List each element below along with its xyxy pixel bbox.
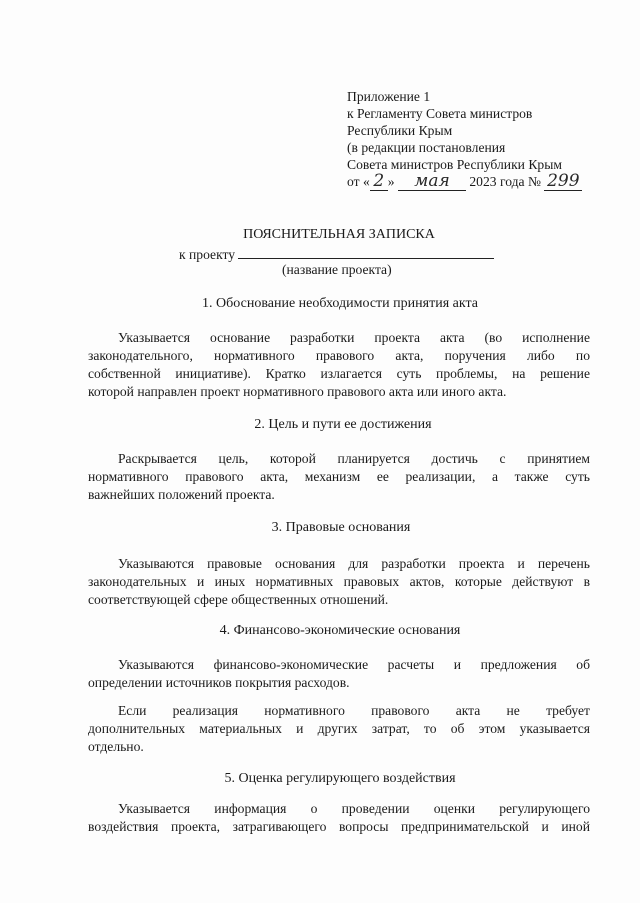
project-line xyxy=(179,246,494,263)
date-year: 2023 года № xyxy=(469,174,541,189)
section-paragraph xyxy=(88,329,590,401)
text-line: законодательного, нормативного правового акта, поручения либо по xyxy=(88,348,590,363)
date-day: 2 xyxy=(370,173,388,191)
header-line: Республики Крым xyxy=(347,123,453,138)
text-line: Указывается информация о проведении оценки регулирующего xyxy=(118,801,590,816)
text-line: важнейших положений проекта. xyxy=(88,487,275,502)
date-prefix: от « xyxy=(347,174,370,189)
section-heading: 4. Финансово-экономические основания xyxy=(219,623,461,638)
document-title: ПОЯСНИТЕЛЬНАЯ ЗАПИСКА xyxy=(243,227,435,242)
text-line: отдельно. xyxy=(88,739,144,754)
text-line: Раскрывается цель, которой планируется достичь с принятием xyxy=(118,451,590,466)
section-heading: 1. Обоснование необходимости принятия акта xyxy=(202,296,478,311)
section-paragraph xyxy=(88,555,590,609)
text-line: Указываются финансово-экономические расчеты и предложения об xyxy=(118,657,590,672)
text-line: соответствующей сфере общественных отношений. xyxy=(88,592,389,607)
project-name-blank xyxy=(238,246,494,259)
decree-number: 299 xyxy=(544,173,582,191)
section-paragraph xyxy=(88,450,590,504)
header-line: Совета министров Республики Крым xyxy=(347,157,562,172)
header-line: Приложение 1 xyxy=(347,89,431,104)
section-heading: 2. Цель и пути ее достижения xyxy=(254,417,432,432)
text-line: законодательных и иных нормативных правовых актов, которые действуют в xyxy=(88,574,590,589)
project-prefix: к проекту xyxy=(179,247,236,262)
project-caption: (название проекта) xyxy=(282,262,392,277)
text-line: Указывается основание разработки проекта акта (во исполнение xyxy=(118,330,590,345)
header-line: (в редакции постановления xyxy=(347,140,506,155)
text-line: собственной инициативе). Кратко излагается суть проблемы, на решение xyxy=(88,366,590,381)
text-line: определении источников покрытия расходов. xyxy=(88,675,350,690)
section-heading: 5. Оценка регулирующего воздействия xyxy=(224,771,456,786)
date-line xyxy=(347,173,582,191)
section-paragraph xyxy=(88,800,590,836)
section-paragraph xyxy=(88,702,590,756)
section-paragraph xyxy=(88,656,590,692)
text-line: которой направлен проект нормативного правового акта или иного акта. xyxy=(88,384,507,399)
date-mid: » xyxy=(387,174,395,189)
header-line: к Регламенту Совета министров xyxy=(347,106,533,121)
text-line: дополнительных материальных и других затрат, то об этом указывается xyxy=(88,721,590,736)
section-heading: 3. Правовые основания xyxy=(271,520,411,535)
text-line: нормативного правового акта, механизм ее реализации, а также суть xyxy=(88,469,590,484)
date-month: мая xyxy=(398,173,466,191)
text-line: Указываются правовые основания для разработки проекта и перечень xyxy=(118,556,590,571)
text-line: воздействия проекта, затрагивающего вопросы предпринимательской и иной xyxy=(88,819,590,834)
text-line: Если реализация нормативного правового акта не требует xyxy=(118,703,590,718)
